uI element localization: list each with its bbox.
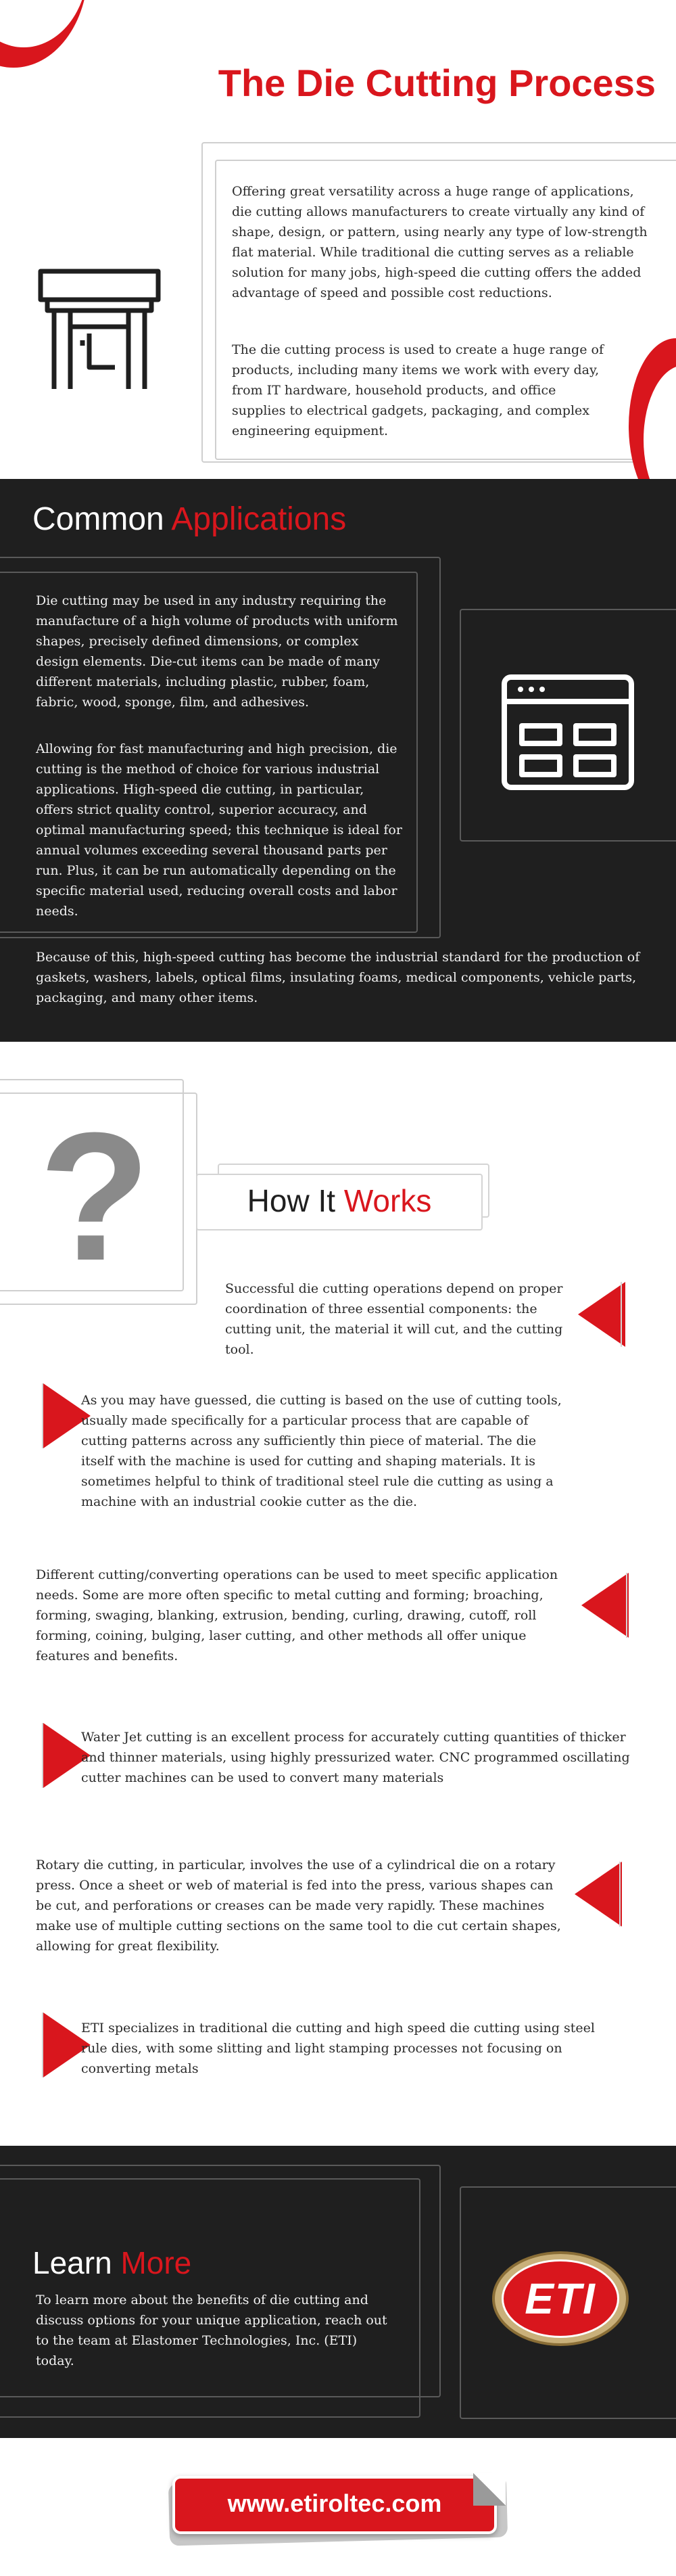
learn-paragraph: To learn more about the benefits of die cutting and discuss options for your unique application, reach out to the team at Elastomer Technologies, Inc. (ETI) today.: [36, 2293, 387, 2368]
learn-title-plain: Learn: [32, 2245, 121, 2280]
question-mark-icon: ?: [39, 1095, 151, 1299]
arrow-bar: [619, 1862, 621, 1927]
how-item-4: Water Jet cutting is an excellent process for accurately cutting quantities of thicker and thinner materials, using highly pressurized water. CNC programmed oscillating cutter machines can be used to convert many materials: [81, 1730, 630, 1785]
how-item-5: Rotary die cutting, in particular, involves the use of a cylindrical die on a rotary press. Once a sheet or web of material is fed into the press, various shapes can be cut, and perforations or creases can be made very rapidly. These machines make use of multiple cutting sections on the same tool to die cut certain shapes, allowing for great flexibility.: [36, 1858, 561, 1954]
eti-logo-text: ETI: [525, 2274, 596, 2323]
footer-url[interactable]: www.etiroltec.com: [227, 2489, 442, 2517]
intro-paragraph-1: Offering great versatility across a huge range of applications, die cutting allows manufacturers to create virtually any kind of shape, design, or pattern, using nearly any type of low-strength flat material. While traditional die cutting serves as a reliable solution for many jobs, high-speed die cutting offers the added advantage of speed and possible cost reductions.: [232, 184, 648, 300]
applications-paragraph-3: Because of this, high-speed cutting has become the industrial standard for the production of gaskets, washers, labels, optical films, insulating foams, medical components, vehicle parts, packaging, and many other items.: [36, 950, 640, 1005]
how-title-accent: Works: [343, 1183, 432, 1218]
page-title: The Die Cutting Process: [218, 62, 656, 104]
how-title: [196, 1180, 483, 1221]
arrow-left-icon: [581, 1573, 629, 1638]
learn-title-accent: More: [120, 2245, 192, 2280]
how-title-plain: How It: [247, 1183, 344, 1218]
applications-paragraph-1: Die cutting may be used in any industry requiring the manufacture of a high volume of products with uniform shapes, precisely defined dimensions, or complex design elements. Die-cut items can be made of many different materials, including plastic, rubber, foam, fabric, wood, sponge, film, and adhesives.: [36, 593, 398, 710]
intro-paragraph-2: The die cutting process is used to create a huge range of products, including many items we work with every day, from IT hardware, household products, and office supplies to electrical gadgets, packaging, and complex engineering equipment.: [232, 342, 604, 438]
learn-title: [32, 2242, 191, 2283]
arrow-left-icon: [578, 1282, 625, 1347]
how-item-1: Successful die cutting operations depend on proper coordination of three essential components: the cutting unit, the material it will cut, and the cutting tool.: [225, 1281, 563, 1357]
applications-title: [32, 496, 346, 543]
how-item-3: Different cutting/converting operations can be used to meet specific application needs. Some are more often specific to metal cutting and forming; broaching, forming, swaging, blanking, extrusion, bending, curling, drawing, cutoff, roll forming, coining, bulging, laser cutting, and other methods all offer unique features and benefits.: [36, 1567, 558, 1663]
browser-window-icon: [500, 673, 635, 791]
how-item-6: ETI specializes in traditional die cutting and high speed die cutting using steel rule dies, with some slitting and light stamping processes not focusing on converting metals: [81, 2021, 595, 2076]
applications-title-accent: Applications: [171, 501, 347, 537]
applications-title-plain: Common: [32, 501, 172, 537]
how-item-2: As you may have guessed, die cutting is based on the use of cutting tools, usually made specifically for a particular process that are capable of cutting patterns across any sufficiently thin piece of material. The die itself with the machine is used for cutting and shaping materials. It is sometimes helpful to think of traditional steel rule die cutting as using a machine with an industrial cookie cutter as the die.: [81, 1393, 562, 1509]
arrow-bar: [621, 1282, 622, 1347]
arrow-left-icon: [575, 1862, 622, 1927]
applications-paragraph-2: Allowing for fast manufacturing and high precision, die cutting is the method of choice for various industrial applications. High-speed die cutting, in particular, offers strict quality control, superior accuracy, and optimal manufacturing speed; this technique is ideal for annual volumes exceeding several thousand parts per run. Plus, it can be run automatically depending on the specific material used, reducing overall costs and labor needs.: [36, 741, 402, 919]
arrow-bar: [626, 1573, 627, 1638]
die-press-icon: [35, 266, 164, 394]
